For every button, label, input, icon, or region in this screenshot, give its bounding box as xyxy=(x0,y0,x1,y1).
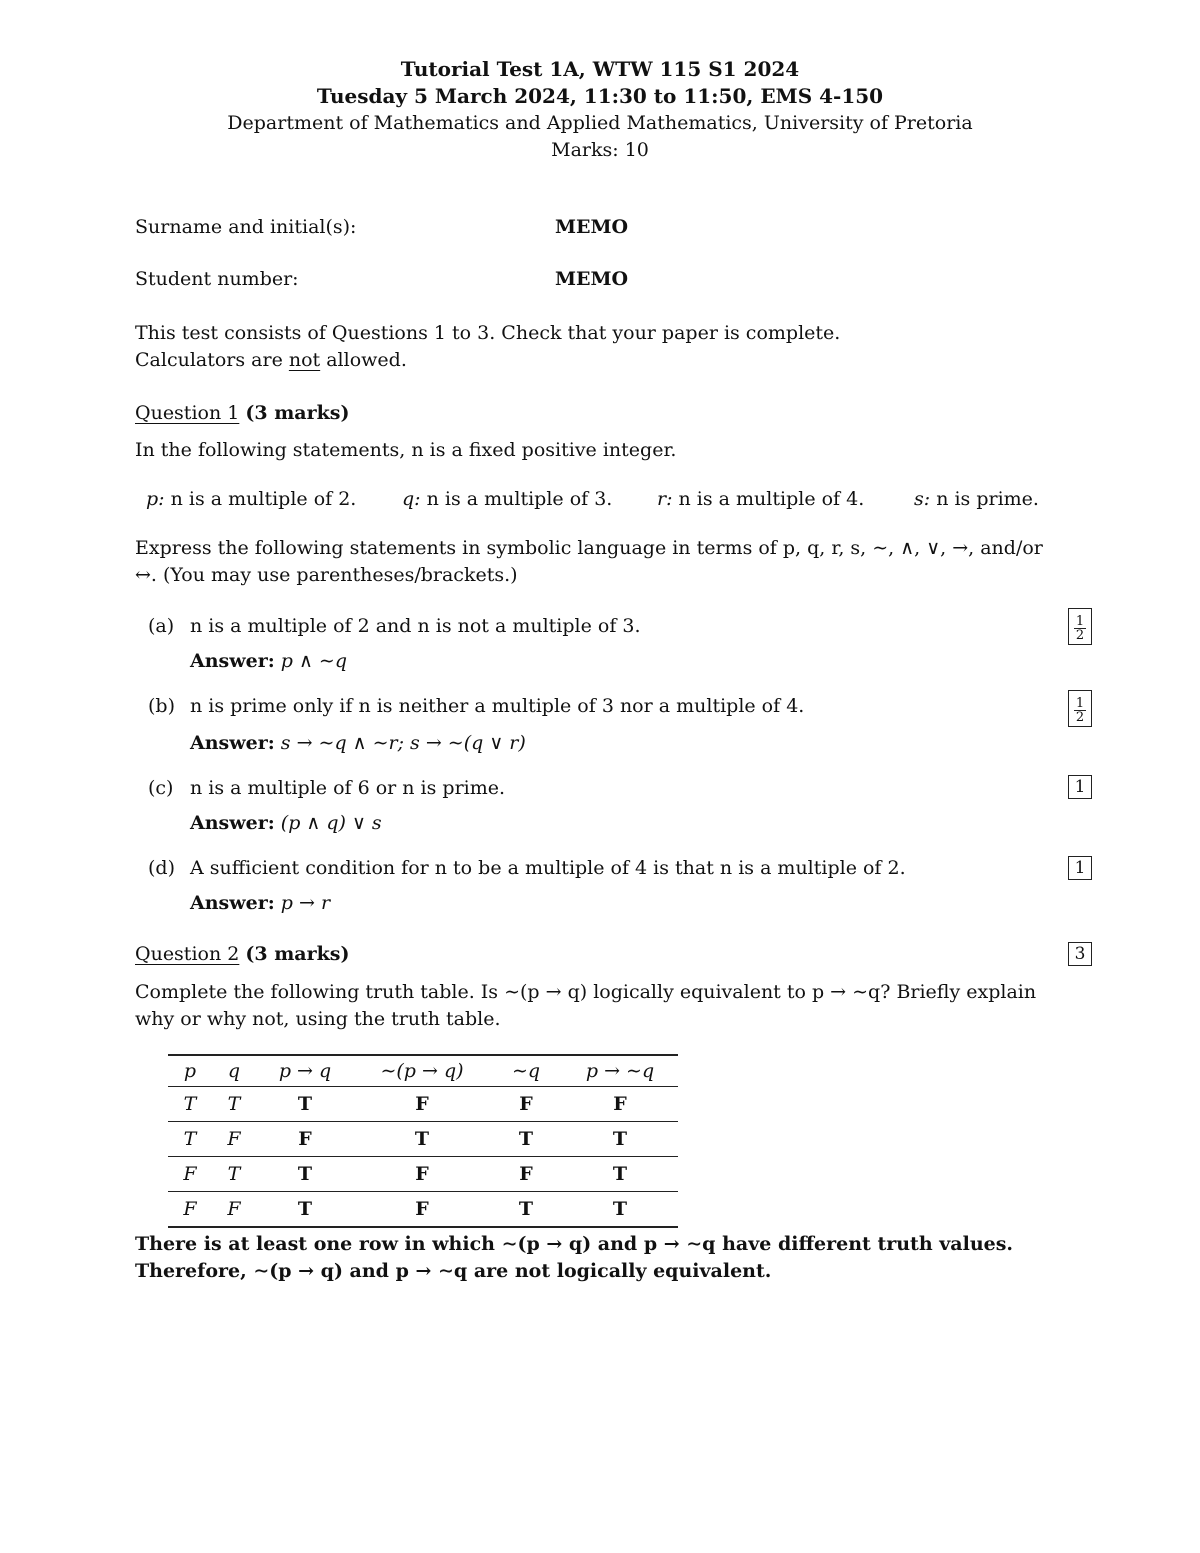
conclusion-line2: Therefore, ∼(p → q) and p → ∼q are not logically equivalent. xyxy=(135,1260,772,1282)
item-c-mark-box: 1 xyxy=(1068,775,1092,799)
header-not-p-implies-q: ∼(p → q) xyxy=(380,1059,464,1082)
table-cell: F xyxy=(227,1197,241,1220)
table-cell: T xyxy=(612,1162,628,1185)
express-line1: Express the following statements in symbolic language in terms of p, q, r, s, ∼, ∧, ∨, →, and/or xyxy=(135,537,1043,559)
item-a-answer-value: p ∧ ∼q xyxy=(280,650,348,672)
header-not-q: ∼q xyxy=(511,1059,541,1082)
table-cell: F xyxy=(613,1092,627,1115)
table-cell: T xyxy=(227,1162,241,1185)
table-cell: T xyxy=(183,1092,197,1115)
test-title: Tutorial Test 1A, WTW 115 S1 2024 xyxy=(400,57,800,81)
surname-value: MEMO xyxy=(555,216,629,238)
table-cell: T xyxy=(297,1092,313,1115)
question1-marks: (3 marks) xyxy=(245,402,350,424)
item-d-label: (d) xyxy=(148,857,175,879)
table-cell: F xyxy=(415,1162,429,1185)
header-q: q xyxy=(227,1059,241,1082)
item-d-mark-box: 1 xyxy=(1068,856,1092,880)
statement-q-text: n is a multiple of 3. xyxy=(426,488,613,510)
item-d-answer xyxy=(190,890,330,917)
student-number-value: MEMO xyxy=(555,268,629,290)
department: Department of Mathematics and Applied Mathematics, University of Pretoria xyxy=(227,112,973,134)
question2-heading xyxy=(135,941,349,968)
express-line2: ↔. (You may use parentheses/brackets.) xyxy=(135,564,518,586)
table-cell: F xyxy=(519,1162,533,1185)
statement-r xyxy=(657,486,864,513)
item-c-label: (c) xyxy=(148,777,174,799)
table-cell: F xyxy=(183,1197,197,1220)
table-row xyxy=(168,1192,678,1228)
question1-title: Question 1 xyxy=(135,402,240,424)
item-c-answer-value: (p ∧ q) ∨ s xyxy=(280,812,382,834)
instructions-pre: Calculators are xyxy=(135,349,289,371)
table-cell: F xyxy=(415,1092,429,1115)
item-b-text: n is prime only if n is neither a multiple of 3 nor a multiple of 4. xyxy=(190,695,805,717)
table-cell: T xyxy=(518,1197,534,1220)
answer-label: Answer: xyxy=(190,650,275,672)
item-c-answer xyxy=(190,810,382,837)
header-p: p xyxy=(183,1059,197,1082)
test-datetime: Tuesday 5 March 2024, 11:30 to 11:50, EMS 4-150 xyxy=(316,84,884,108)
truth-table xyxy=(168,1054,678,1228)
question1-heading xyxy=(135,400,349,427)
table-row xyxy=(168,1157,678,1192)
table-cell: T xyxy=(414,1127,430,1150)
answer-label: Answer: xyxy=(190,732,275,754)
statement-s xyxy=(914,486,1039,513)
question1-intro: In the following statements, n is a fixed positive integer. xyxy=(135,439,677,461)
table-cell: T xyxy=(297,1197,313,1220)
student-number-label: Student number: xyxy=(135,268,299,290)
item-a-answer xyxy=(190,648,347,675)
table-cell: T xyxy=(183,1127,197,1150)
statement-r-text: n is a multiple of 4. xyxy=(678,488,865,510)
half-mark-fraction: $\frac{1}{2}$ xyxy=(1075,696,1085,725)
answer-label: Answer: xyxy=(190,812,275,834)
question2-marks: (3 marks) xyxy=(245,943,350,965)
item-c-text: n is a multiple of 6 or n is prime. xyxy=(190,777,506,799)
item-b-answer-value: s → ∼q ∧ ∼r; s → ∼(q ∨ r) xyxy=(280,732,526,754)
header-p-implies-not-q: p → ∼q xyxy=(585,1059,655,1082)
table-cell: F xyxy=(519,1092,533,1115)
conclusion-line1: There is at least one row in which ∼(p → q) and p → ∼q have different truth values. xyxy=(135,1233,1014,1255)
statement-r-var: r: xyxy=(657,488,673,510)
item-d-answer-value: p → r xyxy=(280,892,331,914)
instructions-line1: This test consists of Questions 1 to 3. Check that your paper is complete. xyxy=(135,322,841,344)
table-cell: T xyxy=(227,1092,241,1115)
half-mark-fraction: $\frac{1}{2}$ xyxy=(1075,614,1085,643)
item-b-mark-box xyxy=(1068,690,1092,727)
surname-label: Surname and initial(s): xyxy=(135,216,357,238)
statement-p-var: p: xyxy=(146,488,165,510)
table-cell: F xyxy=(298,1127,312,1150)
item-a-text: n is a multiple of 2 and n is not a multiple of 3. xyxy=(190,615,641,637)
table-cell: F xyxy=(227,1127,241,1150)
answer-label: Answer: xyxy=(190,892,275,914)
statement-q xyxy=(402,486,612,513)
question2-prompt-line1: Complete the following truth table. Is ∼(p → q) logically equivalent to p → ∼q? Briefly explain xyxy=(135,981,1037,1003)
item-d-text: A sufficient condition for n to be a multiple of 4 is that n is a multiple of 2. xyxy=(190,857,906,879)
statement-p-text: n is a multiple of 2. xyxy=(170,488,357,510)
table-cell: T xyxy=(297,1162,313,1185)
table-cell: F xyxy=(415,1197,429,1220)
statement-q-var: q: xyxy=(402,488,421,510)
truth-table-header xyxy=(168,1055,678,1087)
table-cell: F xyxy=(183,1162,197,1185)
table-row xyxy=(168,1122,678,1157)
table-row xyxy=(168,1087,678,1122)
header-p-implies-q: p → q xyxy=(278,1059,332,1082)
statement-s-var: s: xyxy=(914,488,931,510)
instructions-not: not xyxy=(288,349,321,371)
table-cell: T xyxy=(612,1197,628,1220)
item-a-label: (a) xyxy=(148,615,175,637)
question2-prompt-line2: why or why not, using the truth table. xyxy=(135,1008,501,1030)
question2-title: Question 2 xyxy=(135,943,240,965)
item-b-label: (b) xyxy=(148,695,175,717)
statement-s-text: n is prime. xyxy=(936,488,1039,510)
statement-p xyxy=(146,486,356,513)
instructions-line2 xyxy=(135,347,407,374)
table-cell: T xyxy=(612,1127,628,1150)
total-marks: Marks: 10 xyxy=(551,139,649,161)
item-a-mark-box xyxy=(1068,608,1092,645)
question2-mark-box: 3 xyxy=(1068,942,1092,966)
item-b-answer xyxy=(190,730,526,757)
table-cell: T xyxy=(518,1127,534,1150)
instructions-post: allowed. xyxy=(320,349,407,371)
